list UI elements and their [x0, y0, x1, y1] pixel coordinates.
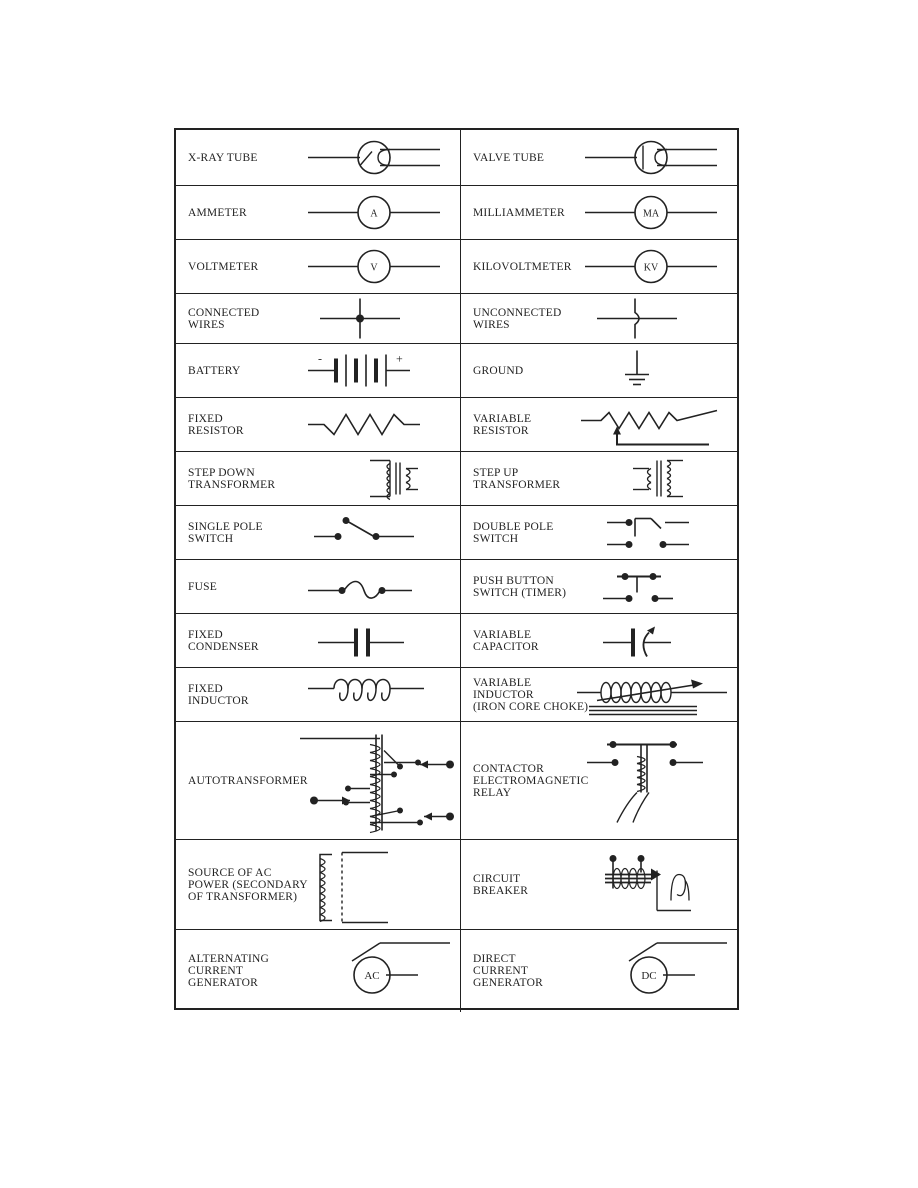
symbol-cell	[176, 560, 461, 613]
symbol-cell	[461, 840, 737, 929]
symbol-cell	[176, 240, 461, 293]
symbol-cell	[461, 668, 737, 721]
symbol-table	[176, 130, 737, 1008]
symbol-cell	[461, 722, 737, 839]
symbol-cell	[176, 614, 461, 667]
symbol-label: UNCONNECTED WIRES	[473, 306, 562, 331]
symbol-label: CONTACTOR ELECTROMAGNETIC RELAY	[473, 762, 589, 799]
symbol-label: ALTERNATING CURRENT GENERATOR	[188, 953, 269, 989]
kilovoltmeter-icon	[577, 240, 737, 293]
symbol-label: DOUBLE POLE SWITCH	[473, 520, 554, 545]
milliammeter-icon	[577, 186, 737, 239]
variable-capacitor-icon	[577, 614, 737, 667]
ammeter-icon	[300, 186, 460, 239]
generator-letters: DC	[641, 970, 657, 982]
symbol-cell	[461, 614, 737, 667]
symbol-label: CIRCUIT BREAKER	[473, 872, 529, 897]
symbol-row	[176, 452, 737, 506]
symbol-label: VARIABLE CAPACITOR	[473, 628, 539, 653]
symbol-cell	[461, 240, 737, 293]
symbol-label: FIXED CONDENSER	[188, 628, 259, 653]
connected-wires-icon	[300, 294, 460, 343]
symbol-label: VARIABLE RESISTOR	[473, 412, 532, 437]
symbol-label: STEP DOWN TRANSFORMER	[188, 466, 276, 491]
symbol-label: AUTOTRANSFORMER	[188, 774, 308, 787]
unconnected-wires-icon	[577, 294, 737, 343]
symbol-cell	[461, 130, 737, 185]
symbol-cell	[461, 398, 737, 451]
symbol-label: VALVE TUBE	[473, 151, 545, 164]
battery-icon	[300, 344, 460, 397]
fixed-resistor-icon	[300, 398, 460, 451]
plus-sign: +	[396, 351, 403, 366]
symbol-label: FIXED INDUCTOR	[188, 682, 249, 707]
meter-letter: V	[370, 262, 378, 274]
symbol-cell	[461, 930, 737, 1012]
contactor-relay-icon	[577, 722, 737, 839]
voltmeter-icon	[300, 240, 460, 293]
fixed-condenser-icon	[300, 614, 460, 667]
symbol-label: GROUND	[473, 364, 524, 377]
ac-source-icon	[300, 840, 460, 929]
minus-sign: -	[318, 351, 322, 366]
meter-letter: A	[370, 208, 378, 220]
symbol-row	[176, 840, 737, 930]
meter-letter: MA	[642, 208, 660, 220]
symbol-chart	[174, 128, 739, 1010]
symbol-row	[176, 186, 737, 240]
ground-icon	[577, 344, 737, 397]
valve-tube-icon	[577, 130, 737, 185]
autotransformer-icon	[300, 722, 460, 839]
symbol-cell	[176, 668, 461, 721]
symbol-row	[176, 668, 737, 722]
symbol-cell	[176, 840, 461, 929]
symbol-cell	[176, 294, 461, 343]
symbol-row	[176, 344, 737, 398]
fixed-inductor-icon	[300, 668, 460, 721]
meter-letter: KV	[643, 262, 659, 274]
symbol-cell	[176, 130, 461, 185]
symbol-row	[176, 294, 737, 344]
symbol-cell	[176, 506, 461, 559]
symbol-label: PUSH BUTTON SWITCH (TIMER)	[473, 574, 567, 599]
symbol-cell	[176, 930, 461, 1012]
symbol-cell	[461, 344, 737, 397]
symbol-row	[176, 398, 737, 452]
variable-resistor-icon	[577, 398, 737, 451]
symbol-row	[176, 614, 737, 668]
symbol-label: BATTERY	[188, 364, 241, 377]
symbol-label: VOLTMETER	[188, 260, 259, 273]
symbol-label: AMMETER	[188, 206, 247, 219]
x-ray-tube-icon	[300, 130, 460, 185]
generator-letters: AC	[364, 970, 380, 982]
push-button-switch-icon	[577, 560, 737, 613]
symbol-label: CONNECTED WIRES	[188, 306, 260, 331]
symbol-label: SOURCE OF AC POWER (SECONDARY OF TRANSFORMER)	[188, 866, 308, 903]
symbol-row	[176, 930, 737, 1012]
step-up-transformer-icon	[577, 452, 737, 505]
symbol-label: FIXED RESISTOR	[188, 412, 244, 437]
symbol-cell	[176, 186, 461, 239]
symbol-label: X-RAY TUBE	[188, 151, 258, 164]
symbol-cell	[176, 398, 461, 451]
symbol-label: DIRECT CURRENT GENERATOR	[473, 953, 543, 989]
dc-generator-icon	[577, 930, 737, 1012]
symbol-cell	[461, 506, 737, 559]
symbol-row	[176, 130, 737, 186]
symbol-cell	[176, 722, 461, 839]
symbol-label: KILOVOLTMETER	[473, 260, 572, 273]
step-down-transformer-icon	[300, 452, 460, 505]
double-pole-switch-icon	[577, 506, 737, 559]
symbol-cell	[176, 452, 461, 505]
single-pole-switch-icon	[300, 506, 460, 559]
symbol-row	[176, 506, 737, 560]
variable-inductor-icon	[577, 668, 737, 721]
symbol-cell	[461, 294, 737, 343]
symbol-label: STEP UP TRANSFORMER	[473, 466, 561, 491]
symbol-label: VARIABLE INDUCTOR (IRON CORE CHOKE)	[473, 676, 589, 713]
ac-generator-icon	[300, 930, 460, 1012]
symbol-cell	[176, 344, 461, 397]
symbol-cell	[461, 560, 737, 613]
circuit-breaker-icon	[577, 840, 737, 929]
symbol-row	[176, 240, 737, 294]
symbol-row	[176, 560, 737, 614]
symbol-label: MILLIAMMETER	[473, 206, 565, 219]
symbol-cell	[461, 452, 737, 505]
symbol-row	[176, 722, 737, 840]
symbol-label: SINGLE POLE SWITCH	[188, 520, 263, 545]
symbol-label: FUSE	[188, 580, 217, 593]
symbol-cell	[461, 186, 737, 239]
fuse-icon	[300, 560, 460, 613]
